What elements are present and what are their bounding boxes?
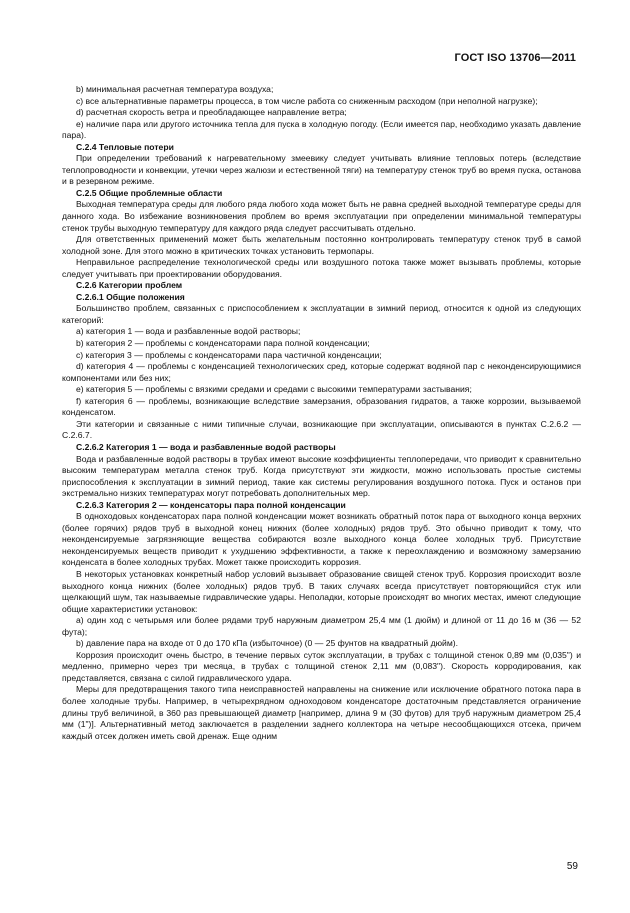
paragraph: При определении требований к нагревательному змеевику следует учитывать влияние тепловых потерь (вследствие теплопроводности и конвекции, утечки через жалюзи и естественной тяги) на температуру стенок труб во время пуска, останова и в резервном режиме.	[62, 153, 581, 187]
paragraph: c) категория 3 — проблемы с конденсаторами пара частичной конденсации;	[76, 349, 382, 360]
paragraph: a) категория 1 — вода и разбавленные водой растворы;	[76, 326, 301, 337]
paragraph: b) минимальная расчетная температура воздуха;	[76, 84, 274, 94]
section-heading: С.2.6 Категории проблем	[76, 280, 183, 291]
section-heading: С.2.6.2 Категория 1 — вода и разбавленные водой растворы	[76, 441, 336, 452]
paragraph: c) все альтернативные параметры процесса, в том числе работа со сниженным расходом (при неполной нагрузке);	[76, 95, 538, 106]
document-header: ГОСТ ISO 13706—2011	[454, 52, 576, 64]
paragraph: Меры для предотвращения такого типа неисправностей направлены на снижение или исключение обратного потока пара в более холодные трубы. Например, в четырехрядном одноходовом конденсаторе достаточным представляется ограничение длины труб величиной, в 360 раз превышающей диаметр [например, длина 9 м (30 футов) для труб наружным диаметром 25,4 мм (1")]. Альтернативный метод заключается в разделении заднего коллектора на четыре несообщающихся отсека, причем каждый отсек должен иметь свой дренаж. Еще одним	[62, 684, 581, 741]
paragraph: a) один ход с четырьмя или более рядами труб наружным диаметром 25,4 мм (1 дюйм) и длиной от 11 до 16 м (36 — 52 фута);	[62, 615, 581, 637]
paragraph: Для ответственных применений может быть желательным постоянно контролировать температуру стенок труб в самой холодной зоне. Для этого можно в критических точках установить термопары.	[62, 234, 581, 256]
section-heading: С.2.4 Тепловые потери	[76, 141, 174, 152]
paragraph: b) категория 2 — проблемы с конденсаторами пара полной конденсации;	[76, 338, 370, 349]
section-heading: С.2.6.3 Категория 2 — конденсаторы пара полной конденсации	[76, 499, 346, 510]
paragraph: В некоторых установках конкретный набор условий вызывает образование свищей стенок труб. Коррозия происходит возле выходного конца нижних (более холодных) рядов труб. В таких случаях всегда присутствует повторяющийся стук или щелкающий шум, так называемые гидравлические удары. Неполадки, которые происходят во многих местах, имеют следующие общие характеристики установок:	[62, 568, 581, 614]
paragraph: Большинство проблем, связанных с приспособлением к эксплуатации в зимний период, относится к одной из следующих категорий:	[62, 303, 581, 325]
paragraph: Выходная температура среды для любого ряда любого хода может быть не равна средней выходной температуре среды для данного хода. Во избежание возникновения проблем во время эксплуатации при определении минимальной температуры стенок трубы выходную температуру для каждого ряда следует рассчитывать отдельно.	[62, 199, 581, 233]
paragraph: В одноходовых конденсаторах пара полной конденсации может возникать обратный поток пара от выходного конца верхних (более горячих) рядов труб в выходной конец нижних (более холодных) рядов труб. Это обычно приводит к тому, что неконденсируемые загрязняющие вещества собираются возле выходного конца более холодных труб. Присутствие неконденсируемых веществ приводит к ухудшению эффективности, а также к переохлаждению и возможному замерзанию конденсата в более холодных трубах. Может также происходить коррозия.	[62, 511, 581, 568]
paragraph: f) категория 6 — проблемы, возникающие вследствие замерзания, образования гидратов, а также коррозии, вызываемой конденсатом.	[62, 395, 581, 418]
paragraph: Вода и разбавленные водой растворы в трубах имеют высокие коэффициенты теплопередачи, что приводит к сравнительно высоким температурам металла стенок труб. Когда присутствуют эти жидкости, можно использовать простые системы приспособления к эксплуатации в зимний период, такие как системы регулирования воздушного потока. Пуск и останов при экстремально низких температурах могут потребовать дополнительных мер.	[62, 453, 581, 499]
paragraph: Коррозия происходит очень быстро, в течение первых суток эксплуатации, в трубах с толщиной стенок 0,89 мм (0,035") и медленно, примерно через три месяца, в трубах с толщиной стенок 2,11 мм (0,083"). Скорость корродирования, как представляется, связана с силой гидравлического удара.	[62, 649, 581, 683]
document-body	[62, 84, 581, 742]
section-heading: С.2.5 Общие проблемные области	[76, 187, 223, 198]
paragraph: Эти категории и связанные с ними типичные случаи, возникающие при эксплуатации, описываются в пунктах С.2.6.2 — С.2.6.7.	[62, 418, 581, 441]
paragraph: Неправильное распределение технологической среды или воздушного потока также может вызывать проблемы, которые следует учитывать при проектировании оборудования.	[62, 257, 581, 279]
section-heading: С.2.6.1 Общие положения	[76, 291, 185, 302]
paragraph: e) наличие пара или другого источника тепла для пуска в холодную погоду. (Если имеется пар, необходимо указать давление пара).	[62, 118, 581, 141]
paragraph: d) расчетная скорость ветра и преобладающее направление ветра;	[76, 107, 347, 118]
paragraph: d) категория 4 — проблемы с конденсацией технологических сред, которые содержат водяной пар с неконденсирующимися компонентами или без них;	[62, 361, 581, 383]
paragraph: b) давление пара на входе от 0 до 170 кПа (избыточное) (0 — 25 фунтов на квадратный дюйм).	[76, 638, 459, 649]
page-number: 59	[566, 861, 578, 872]
paragraph: e) категория 5 — проблемы с вязкими средами и средами с высокими температурами застывания;	[76, 384, 472, 395]
